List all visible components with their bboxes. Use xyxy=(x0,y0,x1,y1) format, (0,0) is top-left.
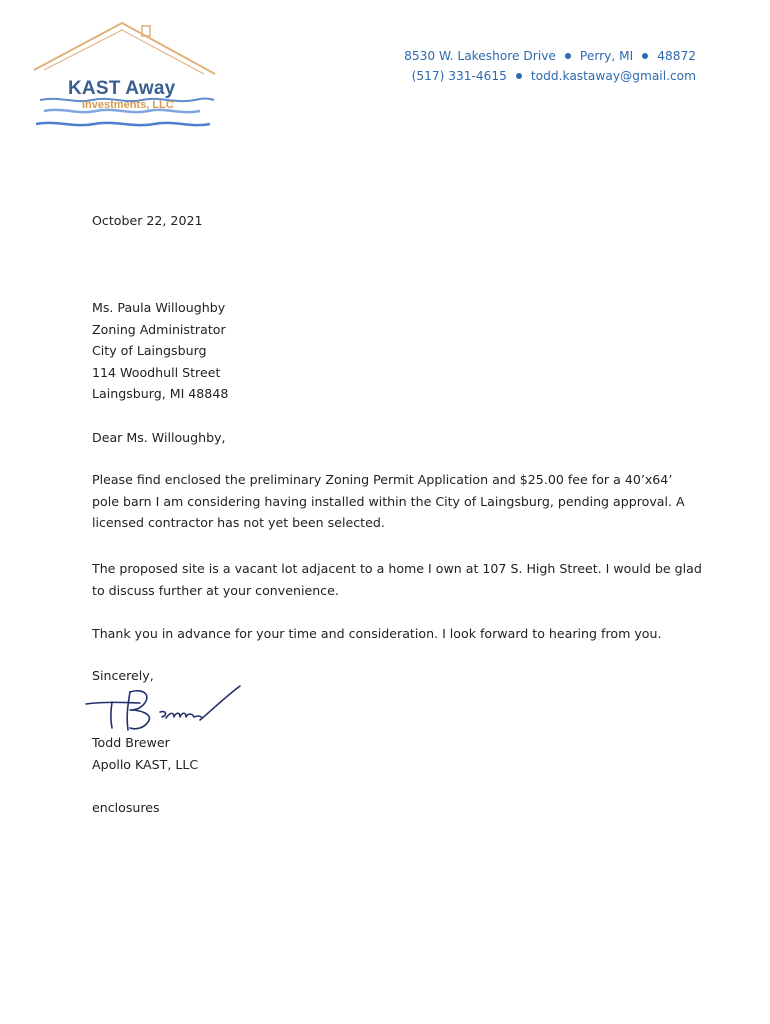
salutation-text: Dear Ms. Willoughby, xyxy=(92,430,226,445)
letter-date xyxy=(92,210,692,232)
signature-icon xyxy=(82,682,252,734)
address-city: Perry, MI xyxy=(579,49,634,63)
paragraph-2 xyxy=(92,558,702,601)
recipient-line: Ms. Paula Willoughby xyxy=(92,300,226,315)
address-zip: 48872 xyxy=(657,49,696,63)
logo-subtitle: Investments, LLC xyxy=(82,99,174,111)
contact-row xyxy=(404,66,696,86)
recipient-line: 114 Woodhull Street xyxy=(92,364,221,380)
paragraph-line: The proposed site is a vacant lot adjacent to a home I own at 107 S. High Street. I would be glad xyxy=(92,561,702,576)
signer-name: Todd Brewer xyxy=(92,735,170,750)
paragraph-3 xyxy=(92,623,692,645)
enclosures-note xyxy=(92,797,692,819)
paragraph-line: Please find enclosed the preliminary Zoning Permit Application and $25.00 fee for a 40’x64’ xyxy=(92,472,673,487)
company-logo xyxy=(30,18,220,136)
recipient-line: City of Laingsburg xyxy=(92,343,207,358)
phone-number: (517) 331-4615 xyxy=(411,69,507,83)
address-row xyxy=(404,46,696,66)
bullet-icon xyxy=(516,73,522,79)
house-waves-logo-icon xyxy=(30,18,220,136)
address-street: 8530 W. Lakeshore Drive xyxy=(404,49,556,63)
date-text: October 22, 2021 xyxy=(92,213,203,228)
signer-company: Apollo KAST, LLC xyxy=(92,756,199,772)
paragraph-line: licensed contractor has not yet been selected. xyxy=(92,515,385,530)
recipient-line: Zoning Administrator xyxy=(92,321,226,337)
bullet-icon xyxy=(642,53,648,59)
paragraph-1 xyxy=(92,469,692,534)
closing-text: Sincerely, xyxy=(92,668,154,683)
enclosures-text: enclosures xyxy=(92,800,160,815)
letterhead-contact xyxy=(404,46,696,86)
paragraph-line: pole barn I am considering having installed within the City of Laingsburg, pending approval. A xyxy=(92,493,685,509)
paragraph-line: Thank you in advance for your time and consideration. I look forward to hearing from you. xyxy=(92,626,662,641)
paragraph-line: to discuss further at your convenience. xyxy=(92,582,339,598)
recipient-line: Laingsburg, MI 48848 xyxy=(92,386,229,401)
signer-block xyxy=(92,732,692,775)
handwritten-signature xyxy=(82,682,252,734)
recipient-address xyxy=(92,297,692,405)
email-address: todd.kastaway@gmail.com xyxy=(530,69,696,83)
bullet-icon xyxy=(565,53,571,59)
logo-title: KAST Away xyxy=(68,78,176,99)
salutation xyxy=(92,427,692,449)
